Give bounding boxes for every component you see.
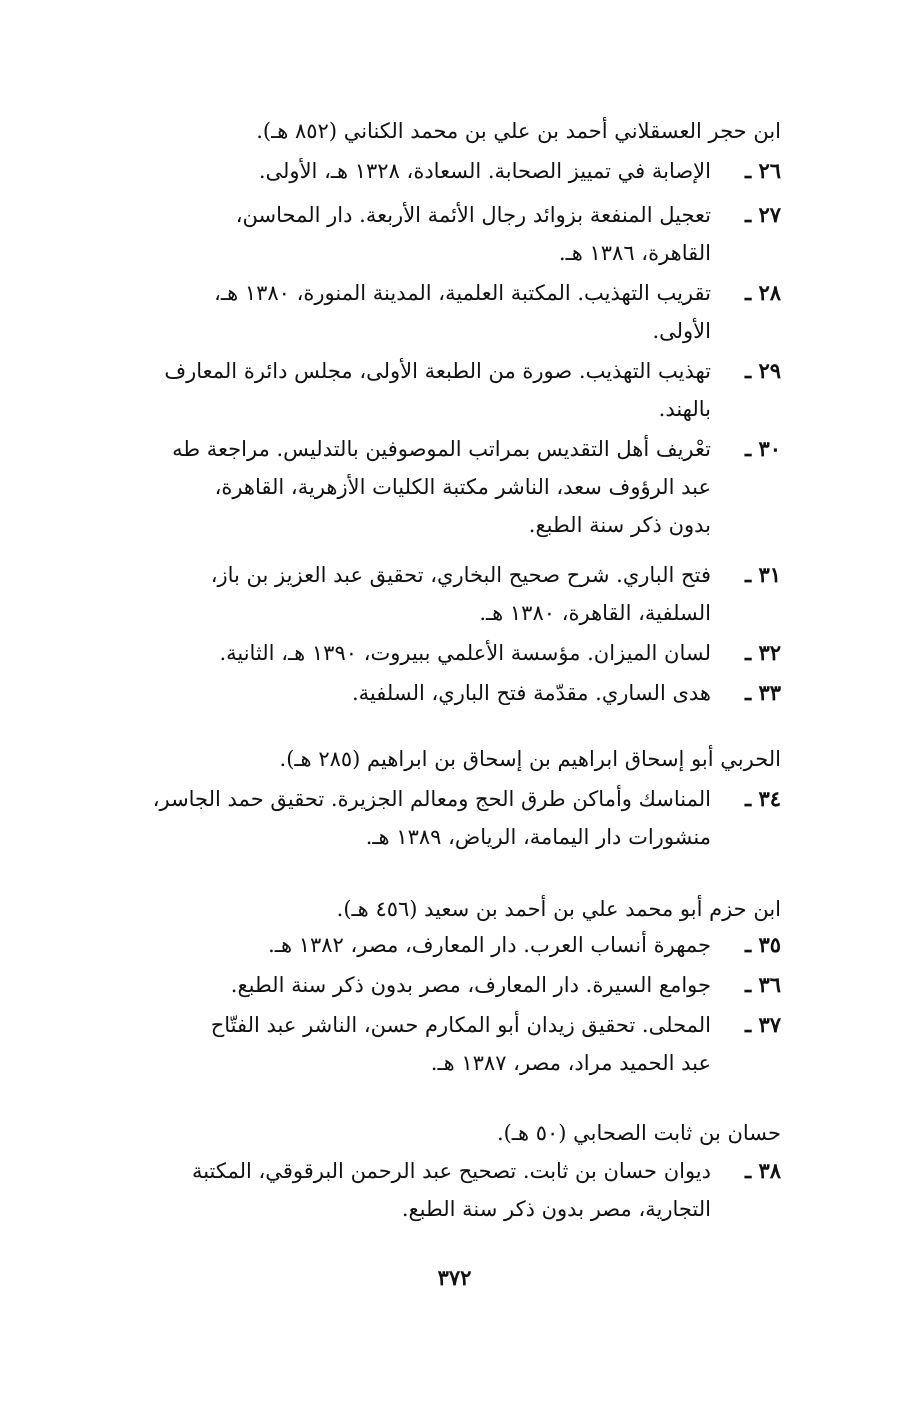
bibliography-entry <box>60 274 781 350</box>
entry-number: ٣٤ ـ <box>744 786 781 811</box>
bibliography-entry <box>60 352 781 428</box>
entry-number: ٣٨ ـ <box>744 1158 781 1183</box>
bibliography-entry <box>60 430 781 544</box>
author-heading: ابن حجر العسقلاني أحمد بن علي بن محمد الكناني (٨٥٢ هـ). <box>256 119 781 143</box>
bibliography-entry <box>60 1006 781 1082</box>
entry-text: القاهرة، ١٣٨٦ هـ. <box>558 241 711 265</box>
entry-number: ٣٦ ـ <box>744 972 781 997</box>
entry-number: ٢٨ ـ <box>744 280 781 305</box>
entry-number: ٢٦ ـ <box>744 158 781 183</box>
author-heading: الحربي أبو إسحاق ابراهيم بن إسحاق بن ابراهيم (٢٨٥ هـ). <box>279 747 781 771</box>
bibliography-entry <box>60 634 781 672</box>
entry-text: المحلى. تحقيق زيدان أبو المكارم حسن، الناشر عبد الفتّاح <box>210 1013 711 1037</box>
entry-number: ٣٠ ـ <box>744 436 781 461</box>
author-heading: ابن حزم أبو محمد علي بن أحمد بن سعيد (٤٥٦ هـ). <box>336 897 781 921</box>
entry-text: التجارية، مصر بدون ذكر سنة الطبع. <box>401 1197 711 1221</box>
bibliography-entry <box>60 780 781 856</box>
entry-text: عبد الحميد مراد، مصر، ١٣٨٧ هـ. <box>430 1051 711 1075</box>
bibliography-entry <box>60 674 781 712</box>
entry-number: ٢٩ ـ <box>744 358 781 383</box>
entry-number: ٣٢ ـ <box>744 640 781 665</box>
entry-number: ٢٧ ـ <box>744 202 781 227</box>
entry-text: تهذيب التهذيب. صورة من الطبعة الأولى، مجلس دائرة المعارف <box>164 359 711 383</box>
bibliography-entry <box>60 966 781 1004</box>
entry-number: ٣٥ ـ <box>744 932 781 957</box>
bibliography-entry <box>60 1152 781 1228</box>
entry-number: ٣١ ـ <box>744 562 781 587</box>
entry-text: ديوان حسان بن ثابت. تصحيح عبد الرحمن البرقوقي، المكتبة <box>191 1159 711 1183</box>
bibliography-entry <box>60 196 781 272</box>
entry-text: جوامع السيرة. دار المعارف، مصر بدون ذكر سنة الطبع. <box>230 973 711 997</box>
entry-text: جمهرة أنساب العرب. دار المعارف، مصر، ١٣٨٢ هـ. <box>268 933 711 957</box>
entry-text: منشورات دار اليمامة، الرياض، ١٣٨٩ هـ. <box>365 825 711 849</box>
entry-text: الإصابة في تمييز الصحابة. السعادة، ١٣٢٨ هـ، الأولى. <box>258 159 711 183</box>
entry-text: لسان الميزان. مؤسسة الأعلمي ببيروت، ١٣٩٠ هـ، الثانية. <box>219 641 711 665</box>
entry-text: هدى الساري. مقدّمة فتح الباري، السلفية. <box>352 681 711 705</box>
bibliography-entry <box>60 556 781 632</box>
entry-text: بدون ذكر سنة الطبع. <box>528 513 711 537</box>
bibliography-entry <box>60 926 781 964</box>
entry-text: تقريب التهذيب. المكتبة العلمية، المدينة المنورة، ١٣٨٠ هـ، <box>214 281 711 305</box>
entry-text: فتح الباري. شرح صحيح البخاري، تحقيق عبد العزيز بن باز، <box>210 563 711 587</box>
entry-text: بالهند. <box>658 397 711 421</box>
bibliography-entry <box>60 152 781 190</box>
entry-text: عبد الرؤوف سعد، الناشر مكتبة الكليات الأزهرية، القاهرة، <box>214 475 711 499</box>
entry-text: تعجيل المنفعة بزوائد رجال الأئمة الأربعة. دار المحاسن، <box>235 203 711 227</box>
page-number: ٣٧٢ <box>437 1265 472 1290</box>
entry-text: السلفية، القاهرة، ١٣٨٠ هـ. <box>479 601 711 625</box>
entry-text: الأولى. <box>652 319 711 343</box>
entry-number: ٣٧ ـ <box>744 1012 781 1037</box>
author-heading: حسان بن ثابت الصحابي (٥٠ هـ). <box>496 1121 781 1145</box>
entry-number: ٣٣ ـ <box>744 680 781 705</box>
entry-text: تعْريف أهل التقديس بمراتب الموصوفين بالتدليس. مراجعة طه <box>172 437 711 461</box>
entry-text: المناسك وأماكن طرق الحج ومعالم الجزيرة. تحقيق حمد الجاسر، <box>152 787 711 811</box>
